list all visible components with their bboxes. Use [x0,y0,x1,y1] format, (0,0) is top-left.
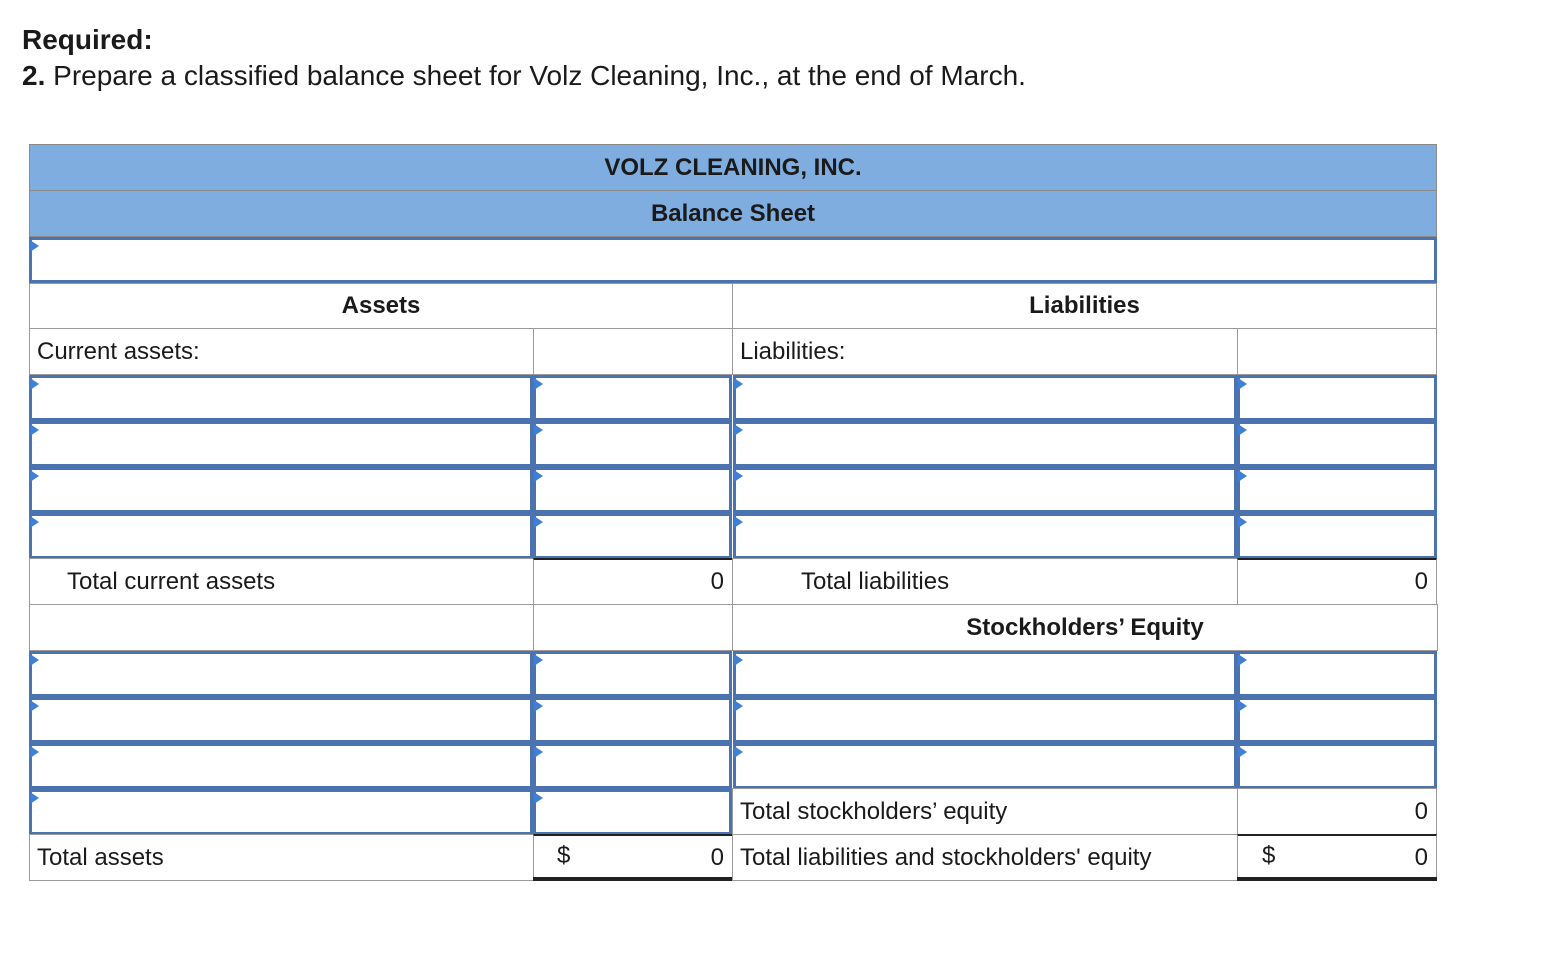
total-liab-equity-value: 0 [1237,834,1437,881]
total-assets-currency: $ [557,842,571,869]
asset-amount-input[interactable] [533,651,732,697]
asset-name-input[interactable] [29,789,533,835]
equity-name-input[interactable] [733,743,1237,789]
asset-amount-input[interactable] [533,697,732,743]
current-asset-amount-input[interactable] [533,467,732,513]
equity-amount-input[interactable] [1237,743,1437,789]
current-assets-label-amount [533,328,733,375]
current-assets-label: Current assets: [29,328,534,375]
stockholders-equity-header: Stockholders’ Equity [732,604,1438,651]
equity-name-input[interactable] [733,697,1237,743]
asset-name-input[interactable] [29,651,533,697]
total-liabilities-value: 0 [1237,558,1437,605]
current-asset-name-input[interactable] [29,467,533,513]
sheet-title: Balance Sheet [29,190,1437,237]
total-equity-label: Total stockholders’ equity [732,788,1238,835]
current-asset-name-input[interactable] [29,513,533,559]
liability-name-input[interactable] [733,467,1237,513]
current-asset-amount-input[interactable] [533,375,732,421]
liabilities-label-amount [1237,328,1437,375]
total-equity-value: 0 [1237,788,1437,835]
equity-amount-input[interactable] [1237,651,1437,697]
assets-blank-cell [29,604,534,651]
assets-blank-amount [533,604,733,651]
total-liab-equity-currency: $ [1262,842,1276,869]
total-liabilities-label: Total liabilities [732,558,1238,605]
liability-amount-input[interactable] [1237,375,1437,421]
instruction [22,58,1026,94]
assets-header: Assets [29,283,733,329]
liability-amount-input[interactable] [1237,513,1437,559]
instruction-text: Prepare a classified balance sheet for Volz Cleaning, Inc., at the end of March. [45,60,1026,91]
total-liab-equity-double-underline [1237,877,1437,881]
liability-amount-input[interactable] [1237,421,1437,467]
equity-name-input[interactable] [733,651,1237,697]
total-assets-value: 0 [533,834,733,881]
current-asset-name-input[interactable] [29,375,533,421]
liability-name-input[interactable] [733,375,1237,421]
liability-amount-input[interactable] [1237,467,1437,513]
liability-name-input[interactable] [733,421,1237,467]
asset-amount-input[interactable] [533,789,732,835]
company-name: VOLZ CLEANING, INC. [29,144,1437,191]
total-current-assets-label: Total current assets [29,558,534,605]
liabilities-header: Liabilities [732,283,1437,329]
total-liab-equity-label: Total liabilities and stockholders' equity [732,834,1238,881]
equity-amount-input[interactable] [1237,697,1437,743]
current-asset-amount-input[interactable] [533,421,732,467]
liabilities-label: Liabilities: [732,328,1238,375]
current-asset-amount-input[interactable] [533,513,732,559]
liability-name-input[interactable] [733,513,1237,559]
asset-name-input[interactable] [29,697,533,743]
date-input[interactable] [29,237,1437,283]
current-asset-name-input[interactable] [29,421,533,467]
asset-amount-input[interactable] [533,743,732,789]
asset-name-input[interactable] [29,743,533,789]
total-assets-label: Total assets [29,834,534,881]
total-current-assets-value: 0 [533,558,733,605]
total-assets-double-underline [533,877,733,881]
required-heading: Required: [22,24,153,55]
instruction-number: 2. [22,60,46,91]
